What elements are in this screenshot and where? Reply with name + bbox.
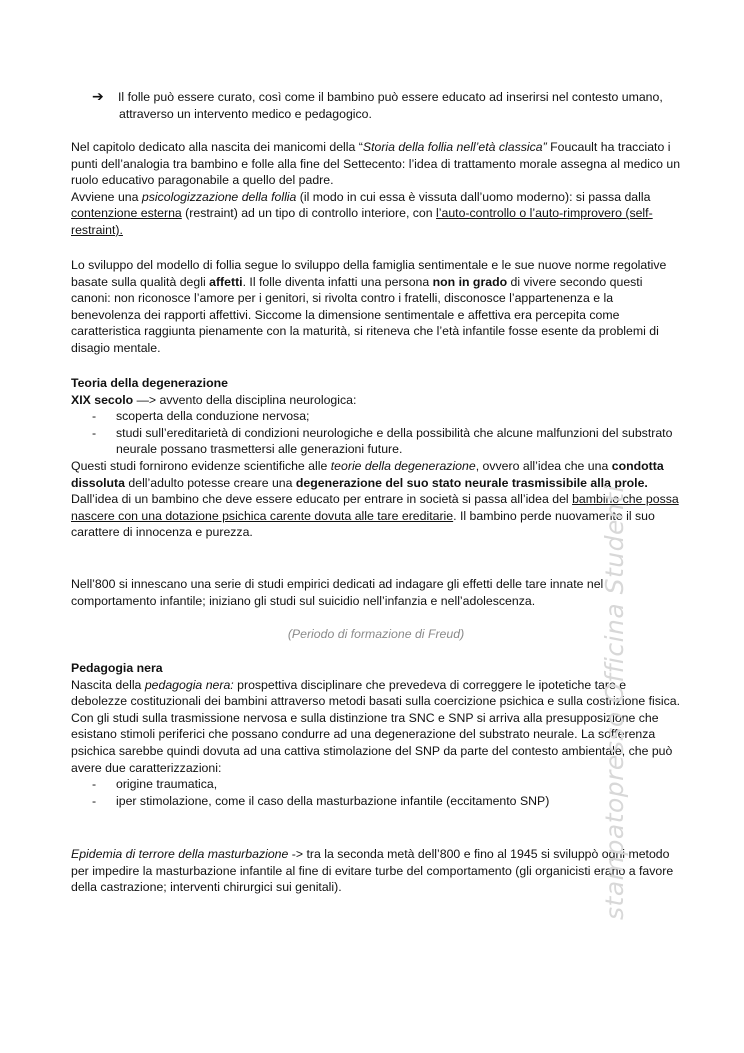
paragraph-famiglia (71, 257, 681, 357)
text-run: , ovvero all’idea che una (475, 458, 612, 473)
emphasis-text: pedagogia nera: (144, 677, 234, 692)
text-run: Nel capitolo dedicato alla nascita dei manicomi della “ (71, 140, 363, 154)
paragraph-text (71, 846, 681, 896)
paragraph-text (71, 257, 681, 357)
freud-note (71, 626, 681, 643)
dash-bullet: - (92, 409, 97, 424)
text-run: -> tra la seconda metà dell’800 e fino al 1945 si sviluppò ogni metodo per impedire la masturbazione infantile al fine di evitare turbe del comportamento (gli organicisti erano a favore della castrazione; interventi chirurgici sui genitali). (71, 847, 674, 895)
text-run: Lo sviluppo del modello di follia segue lo sviluppo della famiglia sentimentale e le sue nuove norme regolative basate sulla qualità degli (71, 258, 667, 289)
paragraph-text (71, 677, 681, 710)
text-run: Dall’idea di un bambino che deve essere educato per entrare in società si passa all’idea del (71, 492, 573, 507)
text-run: (il modo in cui essa è vissuta dall’uomo moderno): si passa dalla (296, 189, 651, 204)
text-run: Nascita della (71, 677, 145, 692)
text-run: —> avvento della disciplina neurologica: (133, 392, 357, 407)
bold-text: condotta dissoluta (71, 458, 664, 490)
list-item (71, 793, 681, 810)
list-item-text: scoperta della conduzione nervosa; (116, 409, 310, 424)
dash-bullet: - (92, 425, 97, 440)
dash-bullet: - (92, 777, 97, 792)
list-item-text: origine traumatica, (116, 777, 218, 792)
section-degenerazione (71, 375, 681, 541)
text-run: dell’adulto potesse creare una (124, 475, 296, 490)
paragraph-800 (71, 576, 681, 609)
book-title: Storia della follia nell’età classica” (362, 140, 547, 154)
note-text: (Periodo di formazione di Freud) (287, 627, 465, 641)
section-heading: Pedagogia nera (71, 661, 163, 675)
text-run: Foucault ha tracciato i punti dell’analogia tra bambino e folle alla fine del Settecento: l’idea di trattamento morale assegna al medico un ruolo educativo paragonabile a quello del padre. (71, 140, 681, 188)
paragraph-text (71, 491, 681, 541)
arrow-bullet-item (71, 89, 681, 106)
right-arrow-icon: ➔ (92, 88, 104, 104)
arrow-bullet-continuation (71, 106, 681, 123)
arrow-bullet-line-2: attraverso un intervento medico e pedagogico. (119, 106, 372, 121)
text-run: Questi studi fornirono evidenze scientifiche alle (71, 458, 331, 473)
paragraph-epidemia (71, 846, 681, 896)
paragraph-text (71, 189, 681, 239)
text-run: di vivere secondo questi canoni: non riconosce l’amore per i genitori, si rivolta contro i fratelli, disconosce l’appartenenza e la benevolenza dei rapporti affettivi. Siccome la dimensione sentimentale e affettiva era percepita come caratteristica raggiunta pienamente con la maturità, si riteneva che l’età infantile fosse esente da problemi di disagio mentale. (71, 274, 659, 355)
paragraph-text (71, 458, 681, 491)
underlined-text: l’auto-controllo o l’auto-rimprovero (self-restraint). (71, 206, 653, 237)
text-run: . Il folle diventa infatti una persona (242, 274, 433, 289)
emphasis-text: teorie della degenerazione (330, 458, 476, 473)
list-item (71, 776, 681, 793)
arrow-bullet-line-1: Il folle può essere curato, così come il bambino può essere educato ad inserirsi nel contesto umano, (118, 90, 663, 104)
emphasis-text: psicologizzazione della follia (141, 189, 297, 204)
list-item (71, 408, 681, 425)
intro-block (71, 89, 681, 122)
paragraph-text (71, 139, 681, 189)
watermark: stampatopresso Officina Studenti (600, 485, 629, 920)
bold-text: non in grado (432, 274, 508, 289)
text-run: . Il bambino perde nuovamente il suo carattere di innocenza e purezza. (71, 508, 655, 540)
emphasis-text: Epidemia di terrore della masturbazione (71, 847, 289, 861)
list-item-text: studi sull’ereditarietà di condizioni neurologiche e della possibilità che alcune malfunzioni del substrato neurale possano trasmettersi alle generazioni future. (116, 425, 673, 457)
bold-text: degenerazione del suo stato neurale trasmissibile alla prole. (295, 475, 648, 490)
underlined-text: bambino che possa nascere con una dotazione psichica carente dovuta alle tare ereditarie (71, 492, 679, 523)
text-run: prospettiva disciplinare che prevedeva di correggere le ipotetiche tare e debolezze costituzionali dei bambini attraverso metodi basati sulla coercizione psichica e sulla costrizione fisica. (71, 677, 681, 709)
paragraph-foucault (71, 139, 681, 239)
paragraph-text: Con gli studi sulla trasmissione nervosa e sulla distinzione tra SNC e SNP si arriva alla presupposizione che esistano stimoli periferici che possano condurre ad una degenerazione del substrato neurale. La sofferenza psichica sarebbe quindi dovuta ad una cattiva stimolazione del SNP da parte del contesto ambientale, che può avere due caratterizzazioni: (71, 710, 673, 775)
section-heading: Teoria della degenerazione (71, 376, 228, 390)
underlined-text: contenzione esterna (71, 206, 182, 221)
list-item (71, 425, 681, 458)
list-item-text: iper stimolazione, come il caso della masturbazione infantile (eccitamento SNP) (116, 793, 550, 808)
century-line (71, 392, 681, 409)
bold-text: affetti (209, 274, 243, 289)
text-run: (restraint) ad un tipo di controllo interiore, con (181, 206, 437, 221)
section-pedagogia-nera (71, 660, 681, 809)
text-run: Avviene una (71, 189, 142, 204)
dash-bullet: - (92, 793, 97, 808)
bold-text: XIX secolo (71, 392, 134, 407)
paragraph-text: Nell’800 si innescano una serie di studi empirici dedicati ad indagare gli effetti delle tare innate nel comportamento infantile; iniziano gli studi sul suicidio nell’infanzia e nell’adolescenza. (71, 577, 604, 608)
